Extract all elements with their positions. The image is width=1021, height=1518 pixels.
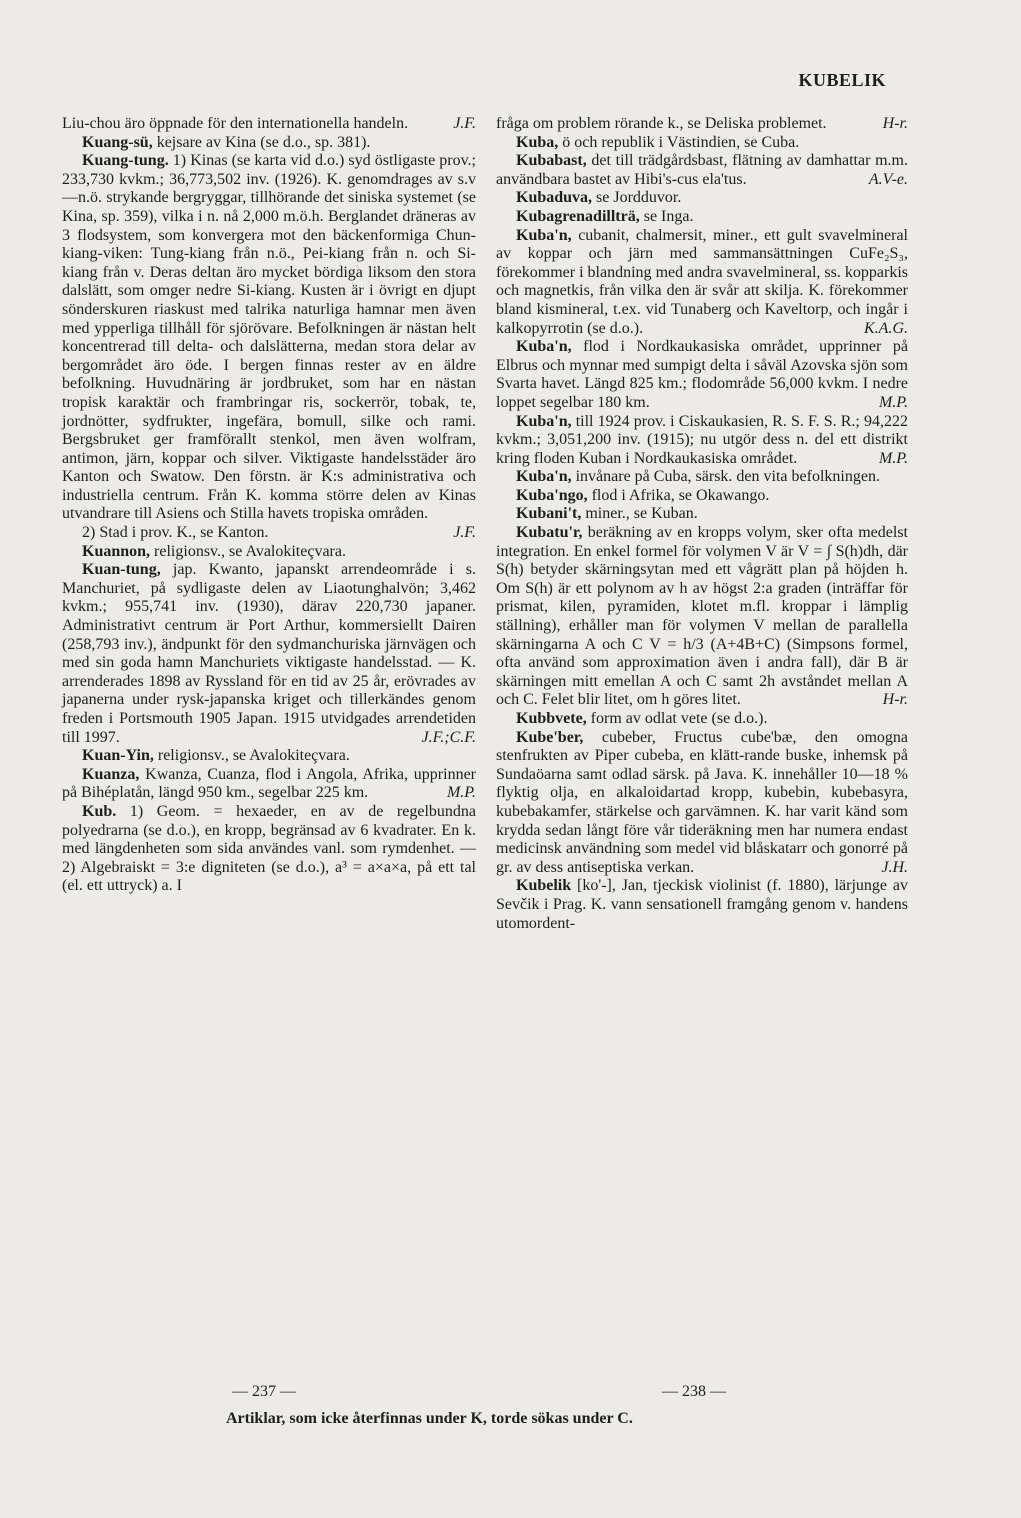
article-entry	[496, 208, 908, 227]
author-signature: M.P.	[878, 393, 908, 411]
entry-text: kejsare av Kina (se d.o., sp. 381).	[152, 133, 371, 151]
author-signature: J.F.;C.F.	[421, 728, 476, 746]
entry-text: flod i Afrika, se Okawango.	[587, 486, 770, 504]
entry-text: religionsv., se Avalokiteçvara.	[150, 542, 346, 560]
headword: Kuanza,	[82, 765, 140, 783]
entry-text: [ko'-], Jan, tjeckisk violinist (f. 1880), lärjunge av Sevčik i Prag. K. vann sensationell framgång genom v. handens utomordent-	[496, 877, 908, 932]
headword: Kuba'n,	[516, 412, 572, 430]
author-signature: J.H.	[881, 858, 908, 876]
footer-note: Artiklar, som icke återfinnas under K, torde sökas under C.	[226, 1410, 633, 1427]
headword: Kubagrenadillträ,	[516, 207, 640, 225]
article-entry	[62, 134, 476, 153]
page-number-right: — 238 —	[662, 1383, 726, 1400]
headword: Kuba,	[516, 133, 559, 151]
entry-text: ö och republik i Västindien, se Cuba.	[558, 133, 800, 151]
entry-text: form av odlat vete (se d.o.).	[586, 710, 768, 727]
article-entry	[62, 803, 476, 896]
article-entry	[62, 561, 476, 747]
entry-text: religionsv., se Avalokiteçvara.	[153, 747, 350, 765]
article-entry	[62, 115, 476, 134]
entry-text: miner., se Kuban.	[581, 505, 698, 523]
entry-text: 2) Stad i prov. K., se Kanton.	[82, 524, 269, 542]
entry-text: se Inga.	[639, 207, 694, 225]
author-signature: K.A.G.	[864, 319, 908, 337]
author-signature: J.F.	[453, 115, 476, 132]
headword: Kuba'n,	[516, 338, 572, 356]
headword: Kuba'n,	[516, 226, 572, 244]
headword: Kuba'n,	[516, 468, 572, 486]
headword: Kuan-Yin,	[82, 747, 154, 765]
entry-text: cubanit, chalmersit, miner., ett gult svavelmineral av koppar och järn med sammansättningen CuFe₂S₃, förekommer i blandning med andra svavelmineral, ss. kopparkis och magnetkis, från vilka den är svår att skilja. K. förekommer bland kismineral, t.ex. vid Tunaberg och Kaveltorp, och ingår i kalkopyrrotin (se d.o.).	[496, 226, 908, 337]
running-head: KUBELIK	[798, 70, 886, 90]
article-entry	[496, 115, 908, 134]
article-entry	[496, 524, 908, 710]
article-entry	[496, 134, 908, 153]
article-entry	[496, 413, 908, 469]
headword: Kube'ber,	[516, 728, 584, 746]
author-signature: A.V-e.	[868, 170, 908, 188]
author-signature: J.F.	[453, 524, 476, 542]
headword: Kubatu'r,	[516, 524, 583, 542]
headword: Kubaduva,	[516, 189, 593, 207]
article-entry	[62, 524, 476, 543]
entry-text: Liu-chou äro öppnade för den internationella handeln.	[62, 115, 409, 132]
entry-text: 1) Geom. = hexaeder, en av de regelbundna polyedrarna (se d.o.), en kropp, begränsad av 6 kvadrater. En k. med längdenheten som sida användes vanl. som rymdenhet. — 2) Algebraiskt = 3:e digniteten (se d.o.), a³ = a×a×a, på ett tal (el. ett uttryck) a. I	[62, 802, 476, 895]
right-column	[496, 115, 908, 933]
entry-text: jap. Kwanto, japanskt arrendeområde i s. Manchuriet, på sydligaste delen av Liaotunghalvön; 3,462 kvkm.; 955,741 inv. (1930), därav 220,730 japaner. Administrativt centrum är Port Arthur, kommersiellt Dairen (258,793 inv.), ändpunkt för den sydmanchuriska järnvägen och med sin goda hamn Manchuriets viktigaste handelsstad. — K. arrenderades 1898 av Ryssland för en tid av 25 år, erövrades av japanerna under rysk-japanska kriget och tillerkändes genom freden i Portsmouth 1905 Japan. 1915 utvidgades arrendetiden till 1997.	[62, 561, 476, 746]
headword: Kub.	[82, 802, 117, 820]
entry-text: flod i Nordkaukasiska området, upprinner på Elbrus och mynnar med sumpigt delta i såväl Azovska sjön som Svarta havet. Längd 825 km.; flodområde 56,000 kvkm. I nedre loppet segelbar 180 km.	[496, 338, 908, 411]
headword: Kuang-sü,	[82, 133, 153, 151]
entry-text: cubeber, Fructus cube'bæ, den omogna stenfrukten av Piper cubeba, en klätt-rande buske, inhemsk på Sundaöarna samt odlad särsk. på Java. K. innehåller 10—18 % flyktig olja, en alkaloidartad kropp, kubebin, kubebasyra, kubebakamfer, stärkelse och garvämnen. K. har varit känd som krydda sedan långt före vår tideräkning men har numera endast medicinsk användning som medel vid blåskatarr och gonorré på gr. av dess antiseptiska verkan.	[496, 728, 908, 876]
article-entry	[496, 729, 908, 878]
headword: Kuang-tung.	[82, 152, 169, 170]
article-entry	[496, 487, 908, 506]
article-entry	[496, 710, 908, 729]
page-number-left: — 237 —	[232, 1383, 296, 1400]
entry-text: fråga om problem rörande k., se Deliska problemet.	[496, 115, 827, 132]
entry-text: till 1924 prov. i Ciskaukasien, R. S. F. S. R.; 94,222 kvkm.; 3,051,200 inv. (1915); nu utgör dess n. del ett distrikt kring floden Kuban i Nordkaukasiska området.	[496, 412, 908, 467]
entry-text: 1) Kinas (se karta vid d.o.) syd östligaste prov.; 233,730 kvkm.; 36,773,502 inv. (1926). K. genomdrages av s.v—n.ö. strykande bergryggar, tillhörande det siniska systemet (se Kina, sp. 359), vilka i n. nå 2,000 m.ö.h. Berglandet dräneras av 3 flodsystem, som konvergera mot den bäckenformiga Chun-kiang-viken: Tung-kiang från n.ö., Pei-kiang från n. och Si-kiang från v. Deras deltan äro mycket bördiga liksom den stora dalslätt, som omger nedre Si-kiang. Kusten är i övrigt en djupt sönderskuren riaskust med talrika naturliga hamnar men även med ypperliga tillhåll för sjörövare. Befolkningen är nästan helt koncentrerad till delta- och dalslätterna, medan stora delar av bergområdet äro öde. I bergen finnas rester av en äldre befolkning. Huvudnäring är jordbruket, som har en nästan tropisk karaktär och frambringar ris, sockerrör, tobak, te, jordnötter, sydfrukter, ingefära, bomull, silke och rami. Bergsbruket ger framförallt stenkol, men även wolfram, antimon, järn, koppar och silver. Viktigaste handelsstäder äro Kanton och Swatow. Den förstn. är K:s administrativa och industriella centrum. Från K. komma större delen av Kinas utvandrare till Asiens och Stilla havets tropiska områden.	[62, 152, 476, 523]
article-entry	[496, 338, 908, 412]
entry-text: Kwanza, Cuanza, flod i Angola, Afrika, upprinner på Bihéplatån, längd 950 km., segelbar 225 km.	[62, 765, 476, 802]
article-entry	[496, 152, 908, 189]
entry-text: beräkning av en kropps volym, sker ofta medelst integration. En enkel formel för volymen V är V = ∫ S(h)dh, där S(h) betyder skärningsytan med ett vågrätt plan på höjden h. Om S(h) är ett polynom av h av högst 2:a graden (inträffar för prismat, kilen, pyramiden, klotet m.fl. kroppar i lämplig ställning), erhåller man för volymen V mellan de parallella skärningarna A och C V = h/3 (A+4B+C) (Simpsons formel, ofta använd som approximation även i andra fall), där B är skärningen mitt emellan A och C samt 2h avståndet mellan A och C. Felet blir litet, om h göres litet.	[496, 524, 908, 709]
entry-text: se Jordduvor.	[592, 189, 682, 207]
left-column	[62, 115, 476, 896]
article-entry	[496, 505, 908, 524]
headword: Kuba'ngo,	[516, 486, 588, 504]
entry-text: invånare på Cuba, särsk. den vita befolkningen.	[571, 468, 880, 486]
headword: Kubabast,	[516, 152, 587, 170]
author-signature: M.P.	[878, 449, 908, 467]
article-entry	[496, 468, 908, 487]
author-signature: M.P.	[446, 784, 476, 802]
headword: Kubbvete,	[516, 710, 587, 727]
headword: Kuan-tung,	[82, 561, 161, 579]
article-entry	[62, 766, 476, 803]
entry-text: det till trädgårdsbast, flätning av damhattar m.m. användbara bastet av Hibi's-cus ela'tus.	[496, 152, 908, 188]
headword: Kubani't,	[516, 505, 582, 523]
headword: Kubelik	[516, 877, 572, 895]
author-signature: H-r.	[882, 691, 908, 709]
article-entry	[62, 747, 476, 766]
article-entry	[496, 189, 908, 208]
author-signature: H-r.	[882, 115, 908, 132]
headword: Kuannon,	[82, 542, 151, 560]
article-entry	[496, 877, 908, 933]
article-entry	[496, 227, 908, 339]
article-entry	[62, 543, 476, 562]
